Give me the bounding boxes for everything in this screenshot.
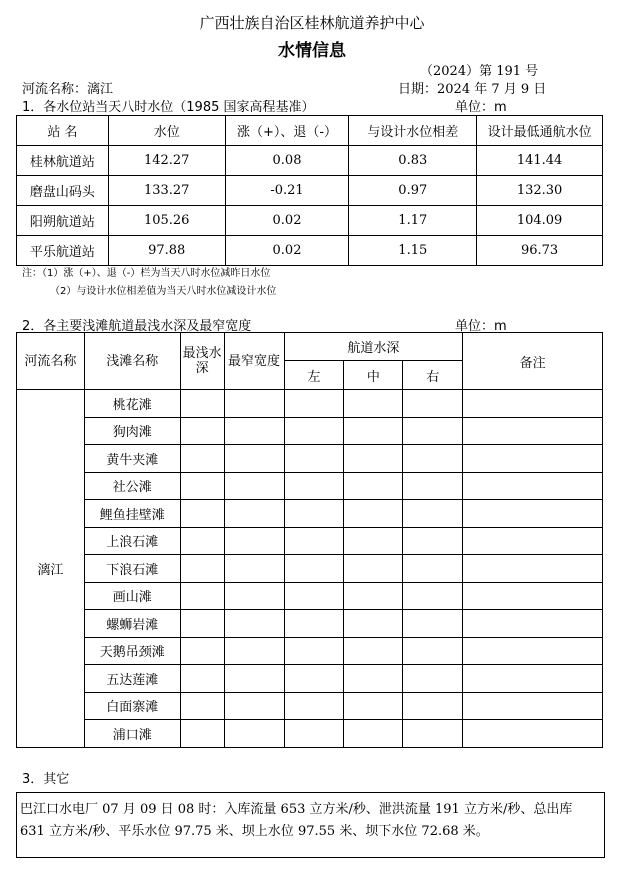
empty-cell (224, 472, 284, 500)
empty-cell (403, 527, 463, 555)
empty-cell (344, 692, 403, 720)
section1-unit: 单位：m (455, 100, 507, 115)
column-header-mid: 中 (344, 361, 403, 390)
report-date: 日期：2024 年 7 月 9 日 (398, 82, 547, 97)
empty-cell (403, 610, 463, 638)
empty-cell (224, 582, 284, 610)
note-2: （2）与设计水位相差值为当天八时水位减设计水位 (50, 286, 277, 297)
shoal-name-cell: 社公滩 (84, 472, 180, 500)
value-cell: 0.97 (349, 176, 477, 206)
empty-cell (180, 555, 224, 583)
shoal-name-cell: 螺蛳岩滩 (84, 610, 180, 638)
table-row (17, 610, 603, 638)
shoal-name-cell: 天鹅吊颈滩 (84, 637, 180, 665)
empty-cell (224, 637, 284, 665)
empty-cell (344, 445, 403, 473)
empty-cell (403, 637, 463, 665)
empty-cell (344, 637, 403, 665)
empty-cell (403, 472, 463, 500)
empty-cell (403, 582, 463, 610)
value-cell: 133.27 (108, 176, 225, 206)
value-cell: 132.30 (477, 176, 603, 206)
shoal-name-cell: 五达莲滩 (84, 665, 180, 693)
column-header: 站 名 (17, 116, 109, 146)
table-row (17, 582, 603, 610)
shoal-name-cell: 桃花滩 (84, 390, 180, 418)
empty-cell (403, 720, 463, 748)
empty-cell (403, 445, 463, 473)
empty-cell (344, 472, 403, 500)
column-header-remark: 备注 (463, 333, 603, 390)
value-cell: -0.21 (225, 176, 349, 206)
empty-cell (463, 500, 603, 528)
column-header: 涨（+）、退（-） (225, 116, 349, 146)
shoal-name-cell: 白面寨滩 (84, 692, 180, 720)
empty-cell (224, 445, 284, 473)
other-info-box: 巴江口水电厂 07 月 09 日 08 时：入库流量 653 立方米/秒、泄洪流量 191 立方米/秒、总出库 631 立方米/秒、平乐水位 97.75 米、坝上水位 97.55 米、坝下水位 72.68 米。 (16, 792, 605, 858)
empty-cell (284, 692, 344, 720)
table-row (17, 472, 603, 500)
table-row (17, 390, 603, 418)
station-name-cell: 平乐航道站 (17, 236, 109, 266)
empty-cell (284, 582, 344, 610)
empty-cell (284, 720, 344, 748)
table-header-row (17, 116, 603, 146)
shoal-name-cell: 鲤鱼挂壁滩 (84, 500, 180, 528)
table-row (17, 445, 603, 473)
empty-cell (463, 692, 603, 720)
empty-cell (403, 665, 463, 693)
empty-cell (224, 555, 284, 583)
table-row (17, 146, 603, 176)
value-cell: 0.02 (225, 236, 349, 266)
empty-cell (224, 665, 284, 693)
empty-cell (224, 692, 284, 720)
table-row (17, 720, 603, 748)
table-row (17, 500, 603, 528)
table-row (17, 176, 603, 206)
value-cell: 1.15 (349, 236, 477, 266)
document-number: （2024）第 191 号 (420, 64, 539, 79)
empty-cell (344, 665, 403, 693)
empty-cell (180, 610, 224, 638)
value-cell: 142.27 (108, 146, 225, 176)
empty-cell (224, 417, 284, 445)
empty-cell (284, 472, 344, 500)
empty-cell (344, 500, 403, 528)
column-header-shoal: 浅滩名称 (84, 333, 180, 390)
table-row (17, 236, 603, 266)
column-header: 与设计水位相差 (349, 116, 477, 146)
table-row (17, 692, 603, 720)
station-name-cell: 阳朔航道站 (17, 206, 109, 236)
note-1: 注：（1）涨（+）、退（-）栏为当天八时水位减昨日水位 (22, 268, 271, 279)
table-row (17, 527, 603, 555)
empty-cell (284, 445, 344, 473)
empty-cell (180, 472, 224, 500)
table-row (17, 637, 603, 665)
empty-cell (224, 500, 284, 528)
empty-cell (463, 555, 603, 583)
empty-cell (284, 610, 344, 638)
column-header: 设计最低通航水位 (477, 116, 603, 146)
value-cell: 0.02 (225, 206, 349, 236)
station-name-cell: 桂林航道站 (17, 146, 109, 176)
shoal-name-cell: 画山滩 (84, 582, 180, 610)
column-header-river: 河流名称 (17, 333, 85, 390)
empty-cell (180, 692, 224, 720)
empty-cell (463, 417, 603, 445)
column-header-min-depth: 最浅水深 (180, 333, 224, 390)
river-name: 河流名称：漓江 (22, 82, 114, 97)
empty-cell (224, 720, 284, 748)
shoal-name-cell: 浦口滩 (84, 720, 180, 748)
organization-name: 广西壮族自治区桂林航道养护中心 (199, 14, 425, 32)
column-header-min-width: 最窄宽度 (224, 333, 284, 390)
shoal-name-cell: 下浪石滩 (84, 555, 180, 583)
empty-cell (180, 582, 224, 610)
empty-cell (284, 527, 344, 555)
empty-cell (284, 417, 344, 445)
column-header-left: 左 (284, 361, 344, 390)
station-name-cell: 磨盘山码头 (17, 176, 109, 206)
empty-cell (344, 610, 403, 638)
empty-cell (224, 390, 284, 418)
empty-cell (403, 555, 463, 583)
empty-cell (463, 610, 603, 638)
value-cell: 1.17 (349, 206, 477, 236)
water-level-table (16, 115, 603, 266)
empty-cell (403, 390, 463, 418)
empty-cell (224, 610, 284, 638)
table-row (17, 665, 603, 693)
empty-cell (463, 637, 603, 665)
empty-cell (344, 555, 403, 583)
table-row (17, 206, 603, 236)
river-name-cell: 漓江 (17, 390, 85, 748)
section1-title: 1．各水位站当天八时水位（1985 国家高程基准） (22, 100, 315, 115)
shoal-name-cell: 黄牛夹滩 (84, 445, 180, 473)
empty-cell (344, 390, 403, 418)
empty-cell (344, 417, 403, 445)
column-header-channel-depth: 航道水深 (284, 333, 463, 361)
empty-cell (463, 582, 603, 610)
empty-cell (463, 472, 603, 500)
document-title: 水情信息 (278, 41, 346, 61)
empty-cell (180, 527, 224, 555)
table-row (17, 417, 603, 445)
value-cell: 104.09 (477, 206, 603, 236)
value-cell: 0.08 (225, 146, 349, 176)
empty-cell (284, 555, 344, 583)
empty-cell (403, 417, 463, 445)
value-cell: 105.26 (108, 206, 225, 236)
shoal-depth-table (16, 332, 603, 748)
empty-cell (403, 500, 463, 528)
empty-cell (463, 390, 603, 418)
empty-cell (180, 665, 224, 693)
empty-cell (463, 445, 603, 473)
empty-cell (284, 390, 344, 418)
shoal-name-cell: 上浪石滩 (84, 527, 180, 555)
table-row (17, 555, 603, 583)
empty-cell (403, 692, 463, 720)
empty-cell (344, 720, 403, 748)
value-cell: 96.73 (477, 236, 603, 266)
section2-title: 2．各主要浅滩航道最浅水深及最窄宽度 (22, 319, 252, 334)
empty-cell (180, 500, 224, 528)
empty-cell (463, 665, 603, 693)
empty-cell (463, 720, 603, 748)
empty-cell (180, 720, 224, 748)
empty-cell (344, 582, 403, 610)
column-header-right: 右 (403, 361, 463, 390)
empty-cell (463, 527, 603, 555)
table-header-row (17, 333, 603, 361)
section2-unit: 单位：m (455, 319, 507, 334)
value-cell: 0.83 (349, 146, 477, 176)
empty-cell (344, 527, 403, 555)
empty-cell (180, 417, 224, 445)
value-cell: 97.88 (108, 236, 225, 266)
empty-cell (284, 637, 344, 665)
column-header: 水位 (108, 116, 225, 146)
empty-cell (284, 665, 344, 693)
section3-title: 3．其它 (22, 772, 70, 787)
empty-cell (180, 445, 224, 473)
value-cell: 141.44 (477, 146, 603, 176)
empty-cell (180, 637, 224, 665)
empty-cell (224, 527, 284, 555)
empty-cell (180, 390, 224, 418)
shoal-name-cell: 狗肉滩 (84, 417, 180, 445)
empty-cell (284, 500, 344, 528)
